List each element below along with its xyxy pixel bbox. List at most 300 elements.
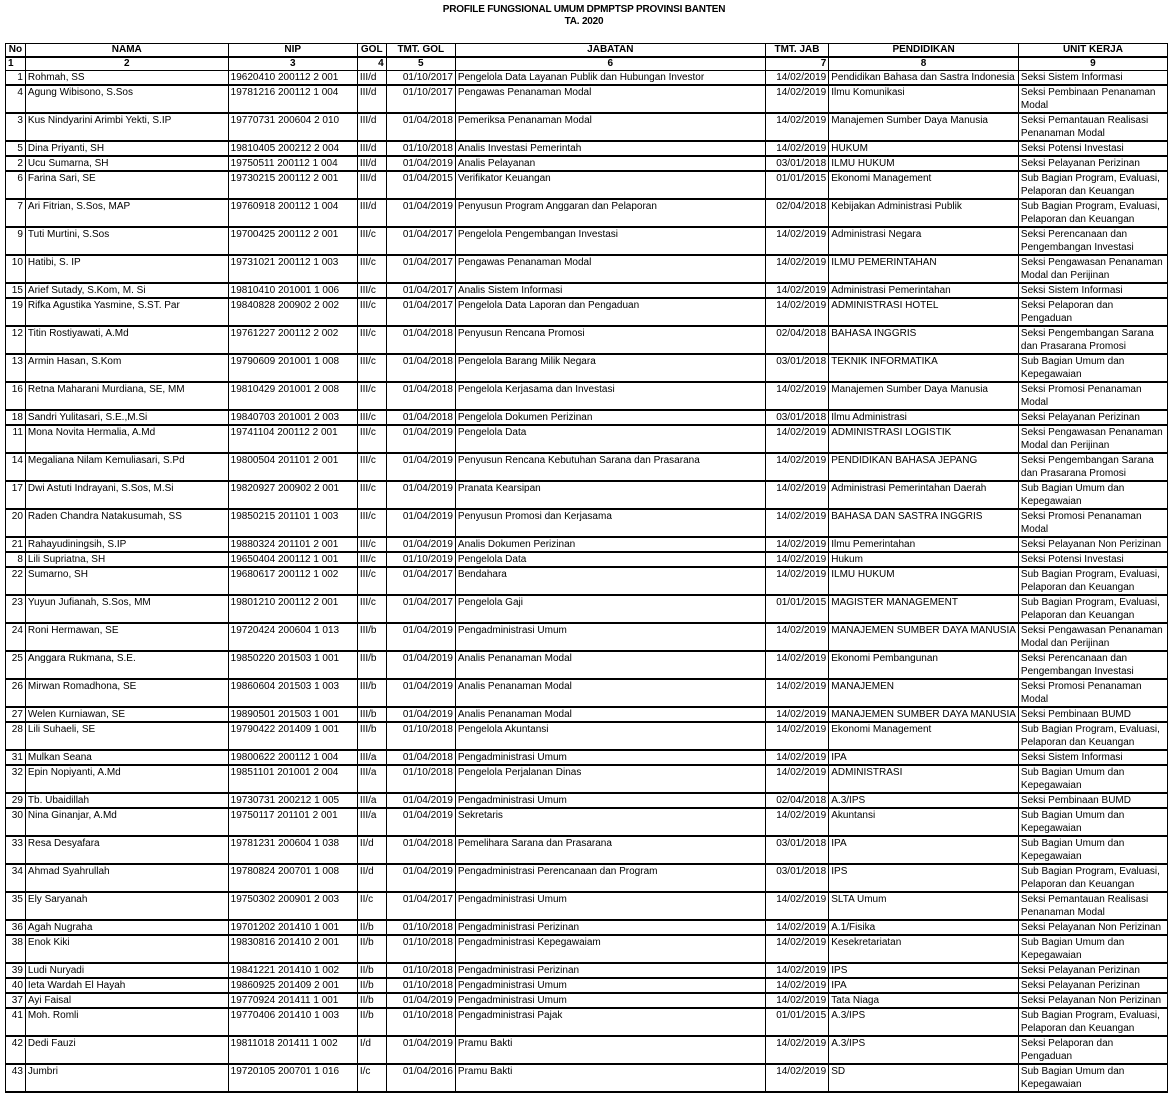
cell-tmt-gol: 01/10/2018 xyxy=(386,920,455,935)
cell-no: 24 xyxy=(6,623,26,651)
cell-tmt-jab: 14/02/2019 xyxy=(765,481,829,509)
cell-nip: 19780824 200701 1 008 xyxy=(228,864,357,892)
cell-pendidikan: Manajemen Sumber Daya Manusia xyxy=(829,382,1019,410)
cell-nama: Ari Fitrian, S.Sos, MAP xyxy=(25,199,228,227)
cell-tmt-gol: 01/04/2019 xyxy=(386,864,455,892)
cell-nama: Tuti Murtini, S.Sos xyxy=(25,227,228,255)
cell-tmt-gol: 01/04/2018 xyxy=(386,326,455,354)
cell-tmt-jab: 01/01/2015 xyxy=(765,171,829,199)
cell-nama: Mona Novita Hermalia, A.Md xyxy=(25,425,228,453)
cell-gol: III/b xyxy=(357,651,386,679)
cell-no: 8 xyxy=(6,552,26,567)
cell-nip: 19840703 201001 2 003 xyxy=(228,410,357,425)
cell-tmt-gol: 01/10/2018 xyxy=(386,935,455,963)
cell-jabatan: Analis Penanaman Modal xyxy=(455,679,765,707)
cell-jabatan: Analis Pelayanan xyxy=(455,156,765,171)
cell-gol: III/d xyxy=(357,141,386,156)
cell-gol: III/c xyxy=(357,227,386,255)
cell-jabatan: Pengadministrasi Perencanaan dan Program xyxy=(455,864,765,892)
cell-nip: 19620410 200112 2 001 xyxy=(228,71,357,86)
cell-unit-kerja: Seksi Potensi Investasi xyxy=(1018,141,1167,156)
cell-nip: 19840828 200902 2 002 xyxy=(228,298,357,326)
table-row xyxy=(6,892,1168,920)
cell-unit-kerja: Seksi Potensi Investasi xyxy=(1018,552,1167,567)
cell-gol: II/d xyxy=(357,836,386,864)
table-row xyxy=(6,765,1168,793)
cell-unit-kerja: Seksi Pelaporan dan Pengaduan xyxy=(1018,1036,1167,1064)
cell-jabatan: Pengelola Pengembangan Investasi xyxy=(455,227,765,255)
cell-pendidikan: IPS xyxy=(829,864,1019,892)
cell-tmt-jab: 14/02/2019 xyxy=(765,567,829,595)
cell-nama: Dina Priyanti, SH xyxy=(25,141,228,156)
column-number: 4 xyxy=(357,57,386,71)
cell-unit-kerja: Sub Bagian Umum dan Kepegawaian xyxy=(1018,935,1167,963)
cell-nip: 19850220 201503 1 001 xyxy=(228,651,357,679)
cell-pendidikan: Ekonomi Pembangunan xyxy=(829,651,1019,679)
cell-jabatan: Pengadministrasi Pajak xyxy=(455,1008,765,1036)
cell-unit-kerja: Sub Bagian Umum dan Kepegawaian xyxy=(1018,481,1167,509)
cell-nip: 19790609 201001 1 008 xyxy=(228,354,357,382)
cell-pendidikan: A.3/IPS xyxy=(829,1008,1019,1036)
cell-tmt-jab: 14/02/2019 xyxy=(765,85,829,113)
cell-nip: 19850215 201101 1 003 xyxy=(228,509,357,537)
cell-gol: III/d xyxy=(357,71,386,86)
table-row xyxy=(6,722,1168,750)
cell-nip: 19890501 201503 1 001 xyxy=(228,707,357,722)
cell-pendidikan: TEKNIK INFORMATIKA xyxy=(829,354,1019,382)
cell-tmt-gol: 01/04/2018 xyxy=(386,382,455,410)
cell-tmt-gol: 01/10/2018 xyxy=(386,978,455,993)
table-row xyxy=(6,1036,1168,1064)
cell-pendidikan: ILMU HUKUM xyxy=(829,567,1019,595)
cell-unit-kerja: Seksi Sistem Informasi xyxy=(1018,750,1167,765)
cell-no: 17 xyxy=(6,481,26,509)
cell-jabatan: Pengelola Data Laporan dan Pengaduan xyxy=(455,298,765,326)
cell-jabatan: Analis Penanaman Modal xyxy=(455,707,765,722)
table-row xyxy=(6,750,1168,765)
header-unit-kerja: UNIT KERJA xyxy=(1018,44,1167,58)
cell-unit-kerja: Seksi Pengembangan Sarana dan Prasarana Promosi xyxy=(1018,453,1167,481)
cell-unit-kerja: Seksi Pelayanan Perizinan xyxy=(1018,963,1167,978)
cell-pendidikan: Tata Niaga xyxy=(829,993,1019,1008)
cell-tmt-gol: 01/04/2017 xyxy=(386,255,455,283)
cell-pendidikan: Ekonomi Management xyxy=(829,722,1019,750)
cell-tmt-jab: 14/02/2019 xyxy=(765,283,829,298)
cell-nip: 19880324 201101 2 001 xyxy=(228,537,357,552)
header-jabatan: JABATAN xyxy=(455,44,765,58)
cell-pendidikan: A.1/Fisika xyxy=(829,920,1019,935)
cell-nip: 19720424 200604 1 013 xyxy=(228,623,357,651)
cell-unit-kerja: Sub Bagian Umum dan Kepegawaian xyxy=(1018,354,1167,382)
cell-nama: Sumarno, SH xyxy=(25,567,228,595)
cell-nip: 19810405 200212 2 004 xyxy=(228,141,357,156)
cell-gol: III/b xyxy=(357,722,386,750)
cell-nama: Agung Wibisono, S.Sos xyxy=(25,85,228,113)
cell-tmt-gol: 01/04/2017 xyxy=(386,298,455,326)
cell-nip: 19730215 200112 2 001 xyxy=(228,171,357,199)
table-row xyxy=(6,623,1168,651)
cell-no: 29 xyxy=(6,793,26,808)
cell-gol: II/b xyxy=(357,920,386,935)
cell-nip: 19860604 201503 1 003 xyxy=(228,679,357,707)
cell-unit-kerja: Seksi Pengawasan Penanaman Modal dan Perijinan xyxy=(1018,255,1167,283)
cell-tmt-gol: 01/10/2018 xyxy=(386,765,455,793)
cell-unit-kerja: Sub Bagian Program, Evaluasi, Pelaporan dan Keuangan xyxy=(1018,722,1167,750)
cell-pendidikan: MANAJEMEN xyxy=(829,679,1019,707)
cell-nip: 19761227 200112 2 002 xyxy=(228,326,357,354)
cell-no: 37 xyxy=(6,993,26,1008)
cell-nama: Agah Nugraha xyxy=(25,920,228,935)
header-no: No xyxy=(6,44,26,58)
cell-no: 42 xyxy=(6,1036,26,1064)
cell-gol: III/d xyxy=(357,199,386,227)
cell-tmt-jab: 03/01/2018 xyxy=(765,410,829,425)
cell-no: 30 xyxy=(6,808,26,836)
cell-nama: Hatibi, S. IP xyxy=(25,255,228,283)
cell-pendidikan: IPA xyxy=(829,750,1019,765)
cell-pendidikan: ADMINISTRASI HOTEL xyxy=(829,298,1019,326)
cell-no: 14 xyxy=(6,453,26,481)
cell-tmt-jab: 14/02/2019 xyxy=(765,141,829,156)
cell-unit-kerja: Seksi Promosi Penanaman Modal xyxy=(1018,509,1167,537)
cell-tmt-jab: 14/02/2019 xyxy=(765,382,829,410)
cell-unit-kerja: Seksi Pelayanan Perizinan xyxy=(1018,978,1167,993)
cell-nip: 19800622 200112 1 004 xyxy=(228,750,357,765)
cell-tmt-gol: 01/04/2018 xyxy=(386,750,455,765)
table-row xyxy=(6,567,1168,595)
cell-pendidikan: ADMINISTRASI LOGISTIK xyxy=(829,425,1019,453)
cell-tmt-gol: 01/04/2019 xyxy=(386,623,455,651)
cell-tmt-gol: 01/04/2018 xyxy=(386,113,455,141)
cell-tmt-gol: 01/10/2018 xyxy=(386,963,455,978)
cell-gol: III/c xyxy=(357,283,386,298)
table-row xyxy=(6,326,1168,354)
cell-tmt-jab: 14/02/2019 xyxy=(765,808,829,836)
cell-gol: III/c xyxy=(357,595,386,623)
cell-pendidikan: Pendidikan Bahasa dan Sastra Indonesia xyxy=(829,71,1019,86)
cell-pendidikan: HUKUM xyxy=(829,141,1019,156)
cell-nip: 19700425 200112 2 001 xyxy=(228,227,357,255)
cell-gol: III/a xyxy=(357,765,386,793)
cell-pendidikan: A.3/IPS xyxy=(829,793,1019,808)
cell-nip: 19750302 200901 2 003 xyxy=(228,892,357,920)
cell-unit-kerja: Seksi Pemantauan Realisasi Penanaman Modal xyxy=(1018,892,1167,920)
cell-gol: II/b xyxy=(357,1008,386,1036)
cell-tmt-gol: 01/04/2019 xyxy=(386,509,455,537)
cell-tmt-jab: 14/02/2019 xyxy=(765,892,829,920)
table-row xyxy=(6,283,1168,298)
cell-tmt-jab: 02/04/2018 xyxy=(765,199,829,227)
cell-no: 26 xyxy=(6,679,26,707)
table-row xyxy=(6,595,1168,623)
table-row xyxy=(6,71,1168,86)
cell-nama: Farina Sari, SE xyxy=(25,171,228,199)
cell-gol: III/a xyxy=(357,808,386,836)
cell-no: 15 xyxy=(6,283,26,298)
cell-jabatan: Pengadministrasi Umum xyxy=(455,978,765,993)
cell-jabatan: Pengelola Gaji xyxy=(455,595,765,623)
cell-tmt-gol: 01/04/2018 xyxy=(386,410,455,425)
cell-tmt-jab: 14/02/2019 xyxy=(765,227,829,255)
cell-gol: III/c xyxy=(357,481,386,509)
column-number: 2 xyxy=(25,57,228,71)
document-subtitle: TA. 2020 xyxy=(564,16,604,27)
cell-pendidikan: SD xyxy=(829,1064,1019,1092)
cell-unit-kerja: Sub Bagian Program, Evaluasi, Pelaporan dan Keuangan xyxy=(1018,1008,1167,1036)
cell-gol: II/c xyxy=(357,892,386,920)
table-row xyxy=(6,552,1168,567)
cell-jabatan: Pengawas Penanaman Modal xyxy=(455,85,765,113)
cell-unit-kerja: Seksi Pembinaan BUMD xyxy=(1018,707,1167,722)
cell-jabatan: Pengelola Akuntansi xyxy=(455,722,765,750)
cell-jabatan: Pengadministrasi Perizinan xyxy=(455,963,765,978)
cell-gol: II/b xyxy=(357,963,386,978)
cell-nama: Nina Ginanjar, A.Md xyxy=(25,808,228,836)
cell-gol: I/d xyxy=(357,1036,386,1064)
cell-tmt-gol: 01/10/2019 xyxy=(386,552,455,567)
table-row xyxy=(6,808,1168,836)
cell-tmt-jab: 03/01/2018 xyxy=(765,156,829,171)
cell-tmt-jab: 14/02/2019 xyxy=(765,679,829,707)
cell-no: 36 xyxy=(6,920,26,935)
table-row xyxy=(6,354,1168,382)
cell-unit-kerja: Seksi Perencanaan dan Pengembangan Investasi xyxy=(1018,227,1167,255)
cell-gol: II/b xyxy=(357,935,386,963)
cell-tmt-gol: 01/04/2019 xyxy=(386,1036,455,1064)
cell-nip: 19800504 201101 2 001 xyxy=(228,453,357,481)
column-number: 1 xyxy=(6,57,26,71)
cell-jabatan: Analis Dokumen Perizinan xyxy=(455,537,765,552)
cell-pendidikan: Akuntansi xyxy=(829,808,1019,836)
cell-unit-kerja: Sub Bagian Umum dan Kepegawaian xyxy=(1018,1064,1167,1092)
cell-nama: Armin Hasan, S.Kom xyxy=(25,354,228,382)
cell-no: 25 xyxy=(6,651,26,679)
cell-jabatan: Pranata Kearsipan xyxy=(455,481,765,509)
cell-tmt-gol: 01/04/2019 xyxy=(386,425,455,453)
cell-no: 7 xyxy=(6,199,26,227)
cell-nama: Mirwan Romadhona, SE xyxy=(25,679,228,707)
cell-nip: 19801210 200112 2 001 xyxy=(228,595,357,623)
cell-tmt-gol: 01/04/2019 xyxy=(386,808,455,836)
cell-tmt-jab: 03/01/2018 xyxy=(765,836,829,864)
cell-unit-kerja: Sub Bagian Umum dan Kepegawaian xyxy=(1018,836,1167,864)
cell-nama: Rahayudiningsih, S.IP xyxy=(25,537,228,552)
cell-nip: 19770731 200604 2 010 xyxy=(228,113,357,141)
cell-nama: Dedi Fauzi xyxy=(25,1036,228,1064)
cell-gol: III/a xyxy=(357,793,386,808)
cell-jabatan: Pengadministrasi Umum xyxy=(455,793,765,808)
cell-tmt-jab: 14/02/2019 xyxy=(765,255,829,283)
cell-unit-kerja: Seksi Pengembangan Sarana dan Prasarana Promosi xyxy=(1018,326,1167,354)
cell-nip: 19781231 200604 1 038 xyxy=(228,836,357,864)
cell-gol: III/c xyxy=(357,326,386,354)
cell-nama: Roni Hermawan, SE xyxy=(25,623,228,651)
cell-nip: 19731021 200112 1 003 xyxy=(228,255,357,283)
cell-jabatan: Pengelola Data xyxy=(455,552,765,567)
cell-tmt-gol: 01/04/2017 xyxy=(386,595,455,623)
cell-nip: 19790422 201409 1 001 xyxy=(228,722,357,750)
cell-nip: 19760918 200112 1 004 xyxy=(228,199,357,227)
column-number: 7 xyxy=(765,57,829,71)
cell-jabatan: Pengelola Dokumen Perizinan xyxy=(455,410,765,425)
table-row xyxy=(6,85,1168,113)
table-row xyxy=(6,171,1168,199)
cell-no: 31 xyxy=(6,750,26,765)
cell-jabatan: Sekretaris xyxy=(455,808,765,836)
cell-tmt-gol: 01/04/2019 xyxy=(386,651,455,679)
cell-gol: III/c xyxy=(357,354,386,382)
cell-jabatan: Pemeriksa Penanaman Modal xyxy=(455,113,765,141)
header-pendidikan: PENDIDIKAN xyxy=(829,44,1019,58)
table-row xyxy=(6,113,1168,141)
cell-jabatan: Pengelola Perjalanan Dinas xyxy=(455,765,765,793)
cell-nama: Enok Kiki xyxy=(25,935,228,963)
cell-no: 35 xyxy=(6,892,26,920)
cell-tmt-gol: 01/04/2017 xyxy=(386,283,455,298)
cell-nama: Yuyun Jufianah, S.Sos, MM xyxy=(25,595,228,623)
cell-nip: 19810410 201001 1 006 xyxy=(228,283,357,298)
cell-gol: II/b xyxy=(357,993,386,1008)
cell-nama: Jumbri xyxy=(25,1064,228,1092)
cell-gol: III/c xyxy=(357,255,386,283)
cell-no: 9 xyxy=(6,227,26,255)
table-row xyxy=(6,1064,1168,1092)
cell-nama: Titin Rostiyawati, A.Md xyxy=(25,326,228,354)
cell-tmt-jab: 14/02/2019 xyxy=(765,425,829,453)
cell-nip: 19770406 201410 1 003 xyxy=(228,1008,357,1036)
header-row xyxy=(6,44,1168,58)
cell-tmt-jab: 14/02/2019 xyxy=(765,750,829,765)
cell-pendidikan: Ilmu Administrasi xyxy=(829,410,1019,425)
cell-pendidikan: MANAJEMEN SUMBER DAYA MANUSIA xyxy=(829,623,1019,651)
cell-pendidikan: BAHASA INGGRIS xyxy=(829,326,1019,354)
cell-jabatan: Pengawas Penanaman Modal xyxy=(455,255,765,283)
cell-no: 23 xyxy=(6,595,26,623)
cell-pendidikan: Administrasi Pemerintahan Daerah xyxy=(829,481,1019,509)
cell-jabatan: Pengelola Kerjasama dan Investasi xyxy=(455,382,765,410)
table-row xyxy=(6,679,1168,707)
cell-tmt-gol: 01/04/2019 xyxy=(386,679,455,707)
cell-pendidikan: PENDIDIKAN BAHASA JEPANG xyxy=(829,453,1019,481)
cell-no: 11 xyxy=(6,425,26,453)
table-row xyxy=(6,227,1168,255)
cell-tmt-jab: 14/02/2019 xyxy=(765,453,829,481)
cell-no: 16 xyxy=(6,382,26,410)
cell-tmt-jab: 14/02/2019 xyxy=(765,623,829,651)
cell-gol: III/c xyxy=(357,382,386,410)
cell-tmt-gol: 01/04/2019 xyxy=(386,537,455,552)
cell-nama: Kus Nindyarini Arimbi Yekti, S.IP xyxy=(25,113,228,141)
cell-tmt-jab: 01/01/2015 xyxy=(765,1008,829,1036)
cell-jabatan: Pramu Bakti xyxy=(455,1036,765,1064)
header-nip: NIP xyxy=(228,44,357,58)
cell-nama: Ahmad Syahrullah xyxy=(25,864,228,892)
cell-jabatan: Pengadministrasi Kepegawaiam xyxy=(455,935,765,963)
cell-nama: Ely Saryanah xyxy=(25,892,228,920)
cell-gol: III/c xyxy=(357,509,386,537)
cell-nip: 19750511 200112 1 004 xyxy=(228,156,357,171)
cell-gol: III/c xyxy=(357,567,386,595)
header-gol: GOL xyxy=(357,44,386,58)
cell-pendidikan: Ilmu Pemerintahan xyxy=(829,537,1019,552)
cell-jabatan: Penyusun Rencana Promosi xyxy=(455,326,765,354)
table-row xyxy=(6,920,1168,935)
cell-tmt-jab: 01/01/2015 xyxy=(765,595,829,623)
table-row xyxy=(6,453,1168,481)
cell-jabatan: Pengelola Data Layanan Publik dan Hubungan Investor xyxy=(455,71,765,86)
table-row xyxy=(6,509,1168,537)
cell-no: 12 xyxy=(6,326,26,354)
cell-jabatan: Bendahara xyxy=(455,567,765,595)
table-row xyxy=(6,836,1168,864)
cell-pendidikan: ADMINISTRASI xyxy=(829,765,1019,793)
cell-tmt-gol: 01/04/2016 xyxy=(386,1064,455,1092)
cell-pendidikan: Manajemen Sumber Daya Manusia xyxy=(829,113,1019,141)
cell-no: 27 xyxy=(6,707,26,722)
table-row xyxy=(6,156,1168,171)
table-row xyxy=(6,707,1168,722)
cell-unit-kerja: Seksi Perencanaan dan Pengembangan Investasi xyxy=(1018,651,1167,679)
cell-no: 39 xyxy=(6,963,26,978)
cell-gol: III/b xyxy=(357,623,386,651)
cell-nama: Raden Chandra Natakusumah, SS xyxy=(25,509,228,537)
cell-no: 34 xyxy=(6,864,26,892)
cell-nama: Tb. Ubaidillah xyxy=(25,793,228,808)
cell-nip: 19701202 201410 1 001 xyxy=(228,920,357,935)
cell-unit-kerja: Seksi Pengawasan Penanaman Modal dan Perijinan xyxy=(1018,623,1167,651)
cell-nip: 19811018 201411 1 002 xyxy=(228,1036,357,1064)
cell-tmt-jab: 14/02/2019 xyxy=(765,978,829,993)
cell-nama: Sandri Yulitasari, S.E.,M.Si xyxy=(25,410,228,425)
cell-no: 3 xyxy=(6,113,26,141)
cell-nip: 19860925 201409 2 001 xyxy=(228,978,357,993)
cell-unit-kerja: Seksi Pemantauan Realisasi Penanaman Modal xyxy=(1018,113,1167,141)
cell-unit-kerja: Seksi Sistem Informasi xyxy=(1018,71,1167,86)
cell-gol: III/d xyxy=(357,85,386,113)
column-number: 8 xyxy=(829,57,1019,71)
cell-tmt-gol: 01/04/2017 xyxy=(386,892,455,920)
cell-gol: II/d xyxy=(357,864,386,892)
cell-nama: Ludi Nuryadi xyxy=(25,963,228,978)
cell-tmt-gol: 01/04/2019 xyxy=(386,481,455,509)
cell-nama: Retna Maharani Murdiana, SE, MM xyxy=(25,382,228,410)
cell-jabatan: Pengadministrasi Umum xyxy=(455,623,765,651)
cell-jabatan: Pengelola Data xyxy=(455,425,765,453)
table-row xyxy=(6,978,1168,993)
table-row xyxy=(6,255,1168,283)
cell-jabatan: Verifikator Keuangan xyxy=(455,171,765,199)
cell-no: 5 xyxy=(6,141,26,156)
cell-tmt-gol: 01/04/2015 xyxy=(386,171,455,199)
cell-unit-kerja: Sub Bagian Umum dan Kepegawaian xyxy=(1018,765,1167,793)
cell-tmt-jab: 14/02/2019 xyxy=(765,113,829,141)
cell-unit-kerja: Seksi Pembinaan Penanaman Modal xyxy=(1018,85,1167,113)
cell-unit-kerja: Sub Bagian Umum dan Kepegawaian xyxy=(1018,808,1167,836)
column-number: 3 xyxy=(228,57,357,71)
cell-jabatan: Pengadministrasi Perizinan xyxy=(455,920,765,935)
cell-gol: III/d xyxy=(357,113,386,141)
cell-unit-kerja: Seksi Pelayanan Non Perizinan xyxy=(1018,993,1167,1008)
cell-tmt-gol: 01/04/2019 xyxy=(386,453,455,481)
cell-tmt-jab: 14/02/2019 xyxy=(765,298,829,326)
cell-nama: Mulkan Seana xyxy=(25,750,228,765)
cell-nip: 19781216 200112 1 004 xyxy=(228,85,357,113)
cell-nama: Welen Kurniawan, SE xyxy=(25,707,228,722)
cell-jabatan: Pengadministrasi Umum xyxy=(455,750,765,765)
cell-pendidikan: IPA xyxy=(829,836,1019,864)
cell-tmt-jab: 14/02/2019 xyxy=(765,552,829,567)
cell-jabatan: Pramu Bakti xyxy=(455,1064,765,1092)
